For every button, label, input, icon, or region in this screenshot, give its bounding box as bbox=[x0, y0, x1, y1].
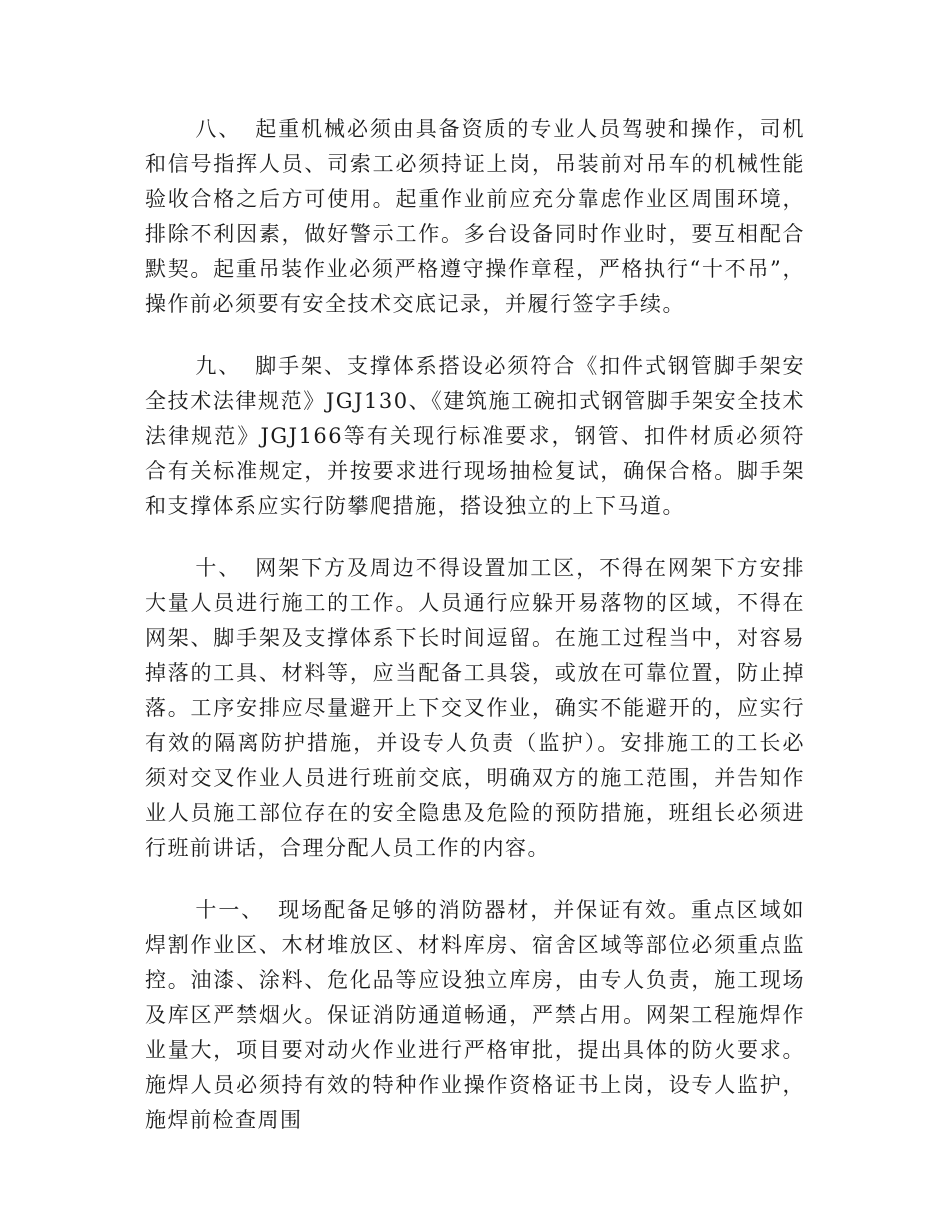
paragraph-text: 现场配备足够的消防器材，并保证有效。重点区域如焊割作业区、木材堆放区、材料库房、宿舍区域等部位必须重点监控。油漆、涂料、危化品等应设独立库房，由专人负责，施工现场及库区严禁烟火。保证消防通道畅通，严禁占用。网架工程施焊作业量大，项目要对动火作业进行严格审批，提出具体的防火要求。施焊人员必须持有效的特种作业操作资格证书上岗，设专人监护，施焊前检查周围 bbox=[145, 898, 806, 1132]
document-page bbox=[145, 112, 805, 1165]
paragraph-10 bbox=[145, 551, 805, 866]
paragraph-text: 网架下方及周边不得设置加工区，不得在网架下方安排大量人员进行施工的工作。人员通行应躲开易落物的区域，不得在网架、脚手架及支撑体系下长时间逗留。在施工过程当中，对容易掉落的工具、材料等，应当配备工具袋，或放在可靠位置，防止掉落。工序安排应尽量避开上下交叉作业，确实不能避开的，应实行有效的隔离防护措施，并设专人负责（监护）。安排施工的工长必须对交叉作业人员进行班前交底，明确双方的施工范围，并告知作业人员施工部位存在的安全隐患及危险的预防措施，班组长必须进行班前讲话，合理分配人员工作的内容。 bbox=[145, 556, 806, 860]
paragraph-11 bbox=[145, 893, 805, 1138]
paragraph-number: 十一、 bbox=[195, 898, 265, 922]
paragraph-9 bbox=[145, 349, 805, 524]
paragraph-text: 脚手架、支撑体系搭设必须符合《扣件式钢管脚手架安全技术法律规范》JGJ130、《建筑施工碗扣式钢管脚手架安全技术法律规范》JGJ166等有关现行标准要求，钢管、扣件材质必须符合有关标准规定，并按要求进行现场抽检复试，确保合格。脚手架和支撑体系应实行防攀爬措施，搭设独立的上下马道。 bbox=[145, 354, 806, 518]
paragraph-8 bbox=[145, 112, 805, 322]
paragraph-number: 十、 bbox=[195, 556, 242, 580]
paragraph-text: 起重机械必须由具备资质的专业人员驾驶和操作，司机和信号指挥人员、司索工必须持证上岗，吊装前对吊车的机械性能验收合格之后方可使用。起重作业前应充分靠虑作业区周围环境，排除不利因素，做好警示工作。多台设备同时作业时，要互相配合默契。起重吊装作业必须严格遵守操作章程，严格执行“十不吊”，操作前必须要有安全技术交底记录，并履行签字手续。 bbox=[145, 117, 806, 316]
paragraph-number: 九、 bbox=[195, 354, 242, 378]
paragraph-number: 八、 bbox=[195, 117, 242, 141]
